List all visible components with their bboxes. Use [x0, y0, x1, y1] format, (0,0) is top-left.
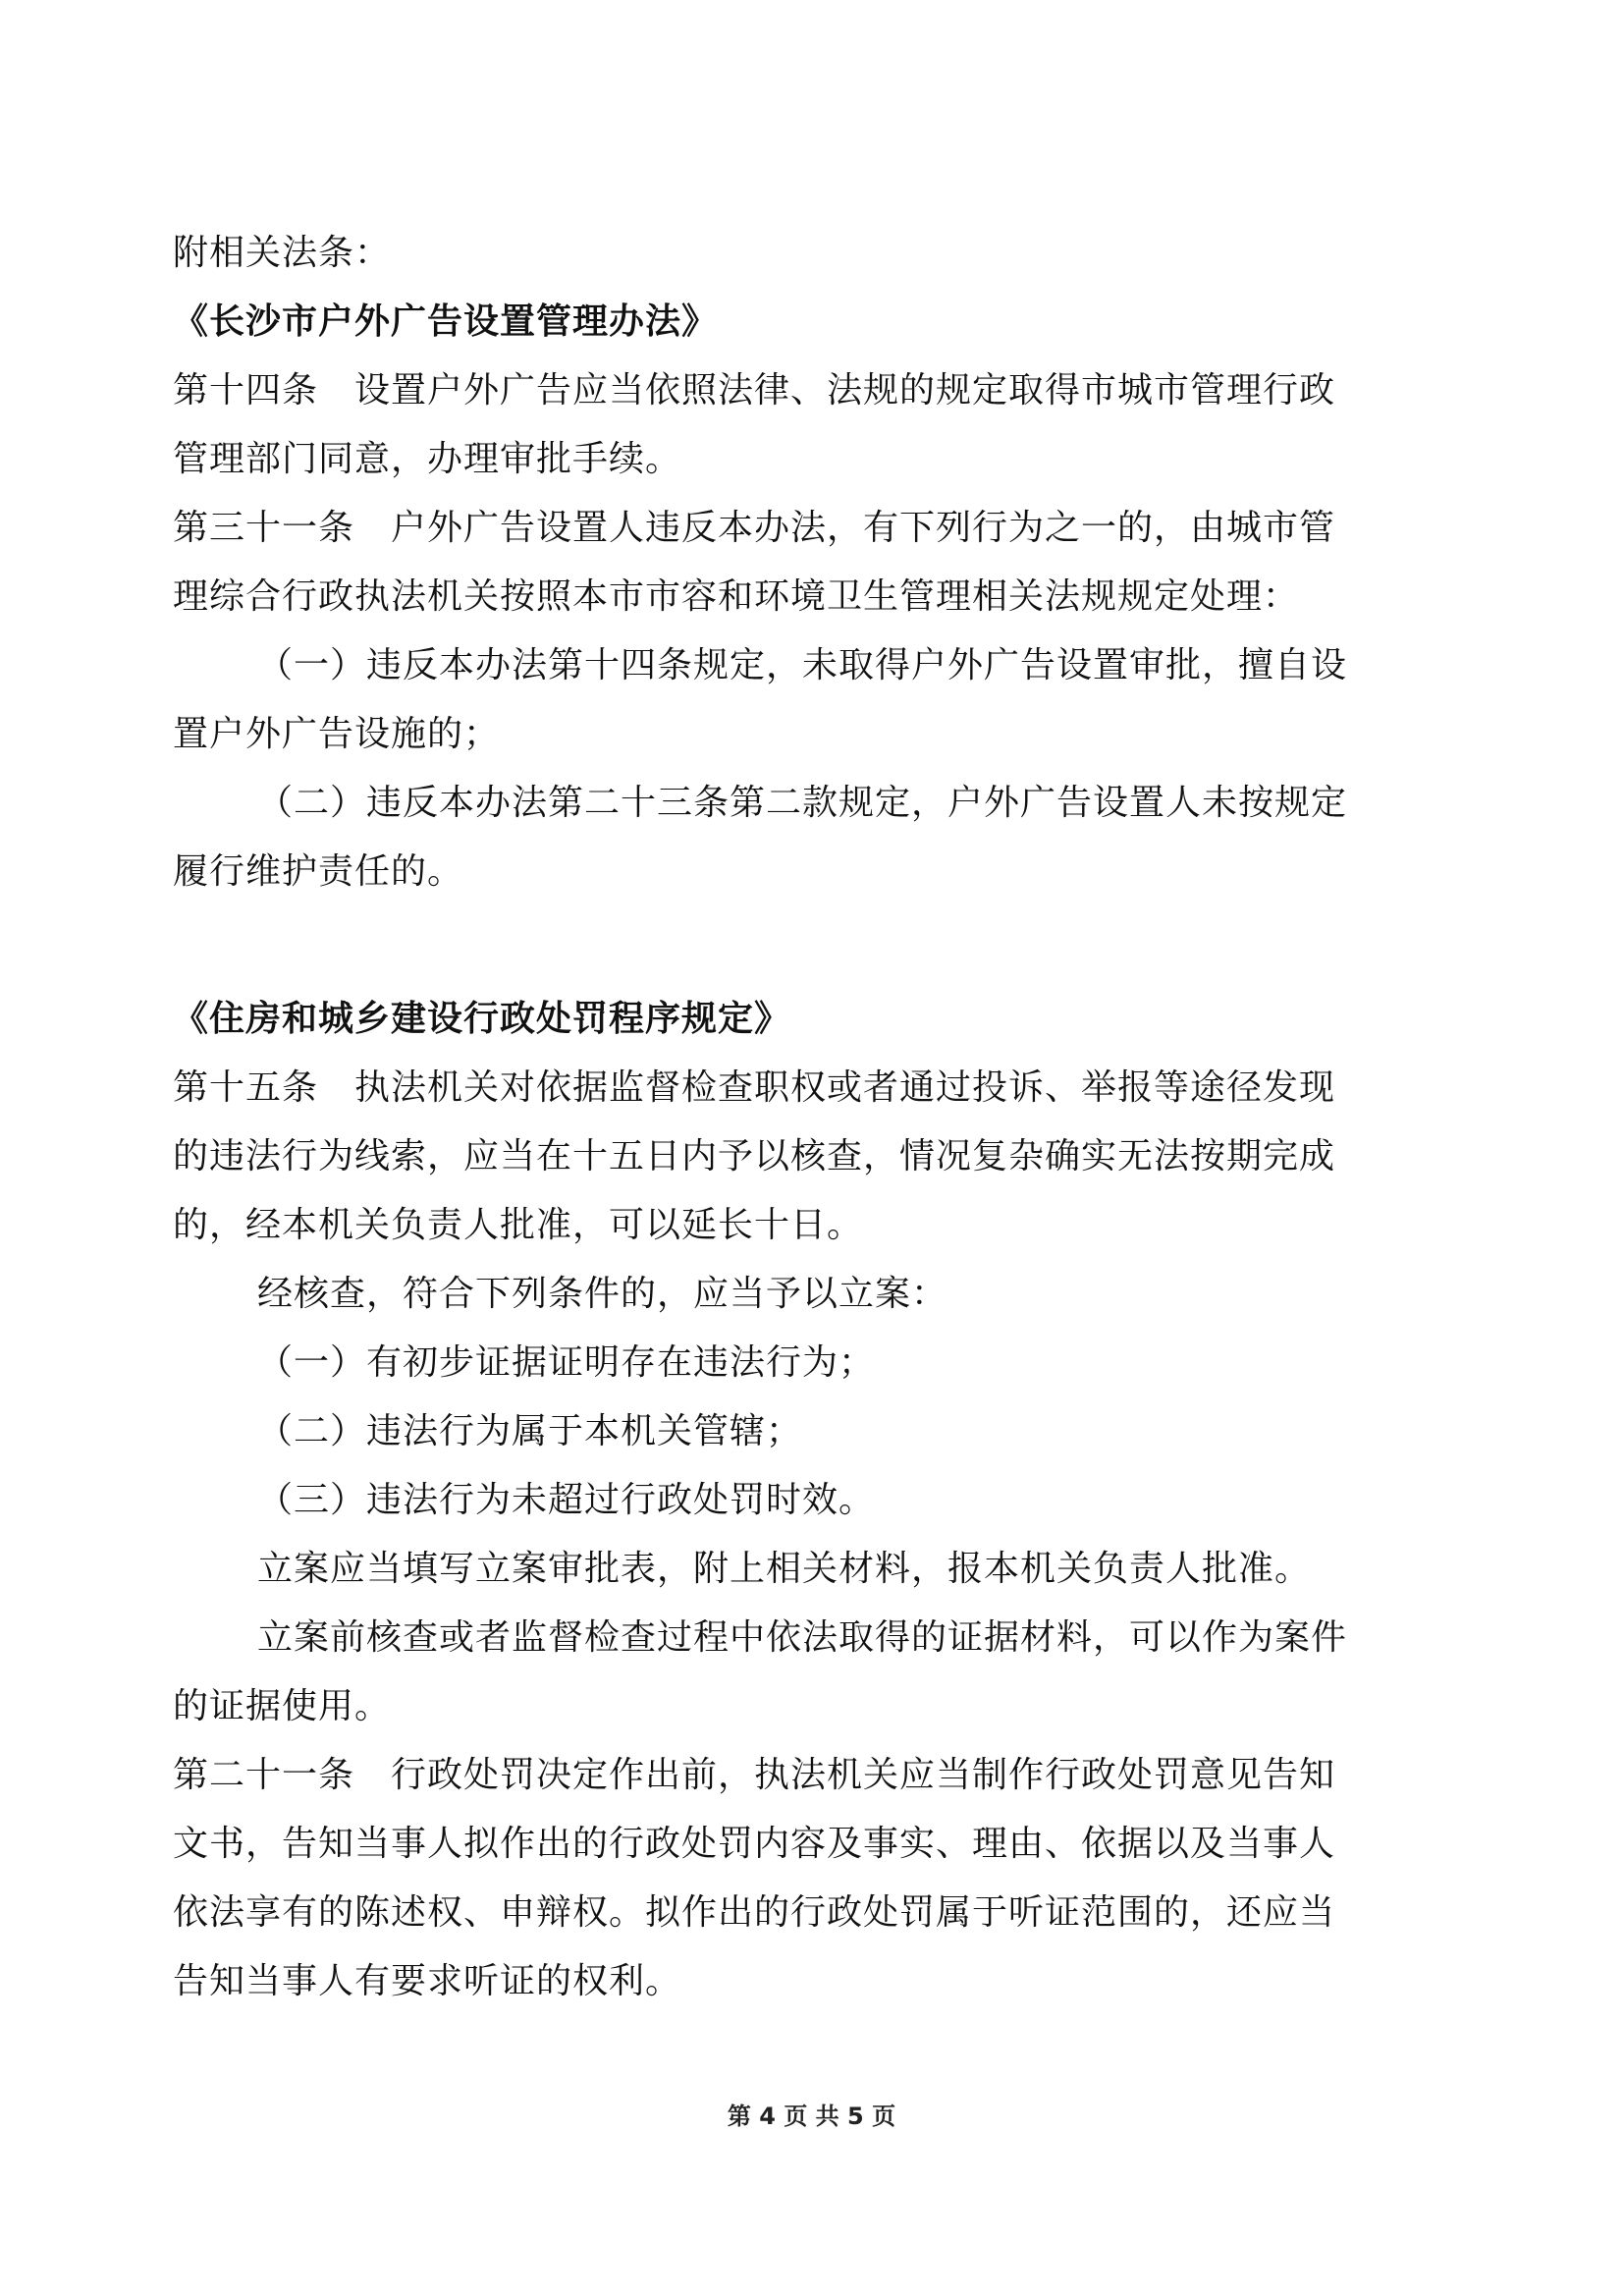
article-15-condition2: （二）违法行为属于本机关管辖； [257, 1411, 803, 1451]
article-15-line3: 的，经本机关负责人批准，可以延长十日。 [173, 1205, 864, 1245]
article-31-item1-line1: （一）违反本办法第十四条规定，未取得户外广告设置审批，擅自设 [257, 645, 1348, 685]
article-15-evidence-line2: 的证据使用。 [173, 1686, 392, 1726]
article-31-item2-line2: 履行维护责任的。 [173, 851, 464, 892]
article-21-line1: 第二十一条 行政处罚决定作出前，执法机关应当制作行政处罚意见告知 [173, 1755, 1336, 1795]
page-number-footer: 第 4 页 共 5 页 [727, 2103, 896, 2130]
article-15-evidence-line1: 立案前核查或者监督检查过程中依法取得的证据材料，可以作为案件 [257, 1617, 1348, 1658]
article-31-line2: 理综合行政执法机关按照本市市容和环境卫生管理相关法规规定处理： [173, 576, 1300, 617]
article-15-condition3: （三）违法行为未超过行政处罚时效。 [257, 1480, 876, 1520]
article-31-line1: 第三十一条 户外广告设置人违反本办法，有下列行为之一的，由城市管 [173, 508, 1336, 548]
article-21-line3: 依法享有的陈述权、申辩权。拟作出的行政处罚属于听证范围的，还应当 [173, 1892, 1336, 1933]
article-21-line4: 告知当事人有要求听证的权利。 [173, 1961, 682, 2001]
article-14-line2: 管理部门同意，办理审批手续。 [173, 439, 682, 479]
article-31-item2-line1: （二）违反本办法第二十三条第二款规定，户外广告设置人未按规定 [257, 783, 1348, 823]
article-15-conditions-intro: 经核查，符合下列条件的，应当予以立案： [257, 1274, 948, 1314]
law-title-changsha: 《长沙市户外广告设置管理办法》 [173, 301, 719, 342]
article-15-line2: 的违法行为线索，应当在十五日内予以核查，情况复杂确实无法按期完成 [173, 1136, 1336, 1176]
article-15-filing: 立案应当填写立案审批表，附上相关材料，报本机关负责人批准。 [257, 1549, 1312, 1589]
article-21-line2: 文书，告知当事人拟作出的行政处罚内容及事实、理由、依据以及当事人 [173, 1824, 1336, 1864]
law-title-housing: 《住房和城乡建设行政处罚程序规定》 [173, 999, 791, 1039]
article-31-item1-line2: 置户外广告设施的； [173, 714, 501, 754]
article-14-line1: 第十四条 设置户外广告应当依照法律、法规的规定取得市城市管理行政 [173, 370, 1336, 410]
article-15-condition1: （一）有初步证据证明存在违法行为； [257, 1342, 876, 1383]
attachment-heading: 附相关法条： [173, 233, 392, 273]
article-15-line1: 第十五条 执法机关对依据监督检查职权或者通过投诉、举报等途径发现 [173, 1067, 1336, 1108]
